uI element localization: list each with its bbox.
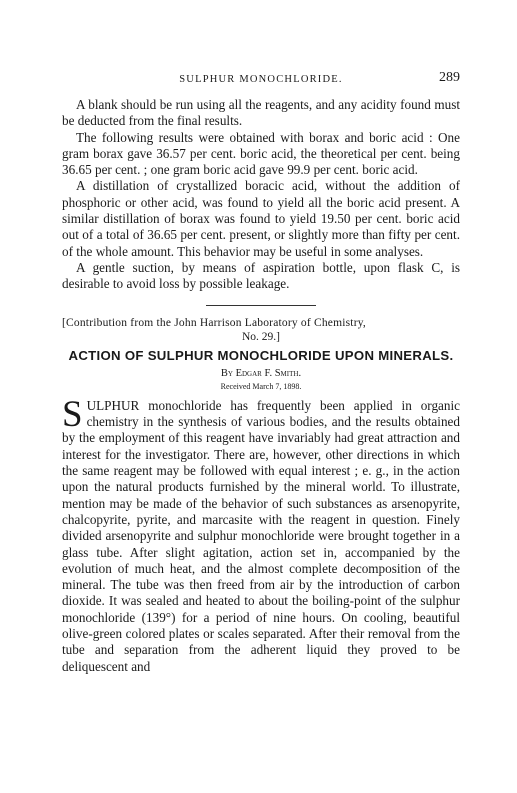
article-title: ACTION OF SULPHUR MONOCHLORIDE UPON MINERALS. (68, 347, 454, 363)
section-divider (206, 305, 316, 306)
paragraph-results: The following results were obtained with borax and boric acid : One gram borax gave 36.57 per cent. boric acid, the theoretical per cent. being 36.65 per cent. ; one gram boric acid gave 99.9 per cent. boric acid. (62, 129, 460, 178)
article-body (62, 393, 460, 675)
article-byline: By Edgar F. Smith. (220, 367, 302, 379)
paragraph-blank: A blank should be run using all the reagents, and any acidity found must be deducted from the final results. (62, 97, 460, 129)
paragraph-suction: A gentle suction, by means of aspiration bottle, upon flask C, is desirable to avoid loss by possible leakage. (62, 259, 460, 292)
paragraph-distillation: A distillation of crystallized boracic acid, without the addition of phosphoric or other acid, was found to yield all the boric acid present. A similar distillation of borax was found to yield 19.50 per cent. boric acid out of a total of 36.65 per cent. present, or slightly more than fifty per cent. of the whole amount. This behavior may be useful in some analyses. (62, 178, 460, 259)
article-body-text: ULPHUR monochloride has frequently been applied in organic chemistry in the synthesis of various bodies, and the results obtained by the employment of this reagent have invariably had great attraction and interest for the investigator. There are, however, other directions in which the same reagent may be followed with equal interest ; e. g., in the action upon the natural products furnished by the mineral world. To illustrate, mention may be made of the behavior of such substances as arsenopyrite, chalcopyrite, pyrite, and marcasite with the reagent in question. Finely divided arsenopyrite and sulphur monochloride were brought together in a glass tube. After slight agitation, action set in, accompanied by the evolution of much heat, and the almost complete decomposition of the mineral. The tube was then freed from air by the introduction of carbon dioxide. It was sealed and heated to about the boiling-point of the sulphur monochloride (139°) for a period of nine hours. On cooling, beautiful olive-green colored plates or scales separated. After their removal from the tube and separation from the adherent liquid they proved to be deliquescent and (62, 397, 460, 674)
page (62, 70, 460, 675)
contribution-line: [Contribution from the John Harrison Laboratory of Chemistry, (62, 316, 367, 329)
page-number: 289 (439, 70, 460, 85)
received-date: Received March 7, 1898. (220, 381, 302, 391)
contribution-number: No. 29.] (241, 330, 280, 343)
running-title: SULPHUR MONOCHLORIDE. (179, 74, 343, 85)
running-head (62, 70, 460, 90)
drop-cap: S (62, 393, 83, 435)
